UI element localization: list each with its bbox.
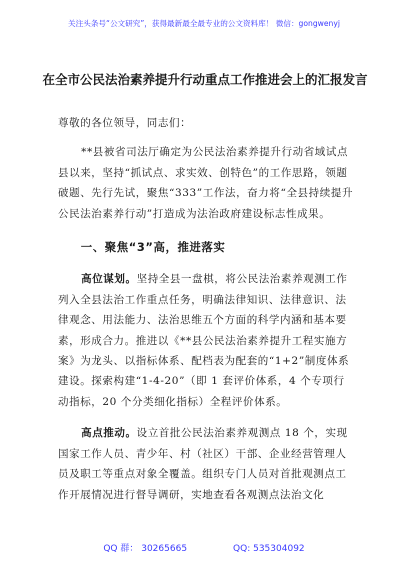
salutation: 尊敬的各位领导，同志们： (58, 117, 192, 129)
intro-paragraph: **县被省司法厅确定为公民法治素养提升行动省域试点县以来，坚持“抓试点、求实效、创特色”的工作思路，领题破题、先行先试，聚焦“333”工作法，奋力将“全县持续提升公民法治素养行动”打造成为法治政府建设标志性成果。 (58, 146, 354, 220)
paragraph-high-planning (58, 269, 354, 412)
header-note: 关注头条号“公文研究”，获得最新最全最专业的公文资料库！ 微信：gongwenyj (68, 19, 340, 28)
paragraph-lead: 高点推动。 (81, 427, 137, 440)
section-heading: 一、聚焦“3”高，推进落实 (80, 240, 226, 255)
paragraph-lead: 高位谋划。 (81, 273, 137, 286)
footer-contact (0, 541, 408, 554)
footer-qq-group: QQ 群： 30265665 (103, 544, 188, 554)
footer-qq: QQ: 535304092 (233, 544, 305, 554)
paragraph-text: 坚持全县一盘棋，将公民法治素养观测工作列入全县法治工作重点任务，明确法律知识、法律意识、法律观念、用法能力、法治思维五个方面的科学内涵和基本要素，形成合力。推进以《**县公民法治素养提升工程实施方案》为龙头、以指标体系、配档表为配套的“1+2”制度体系建设。探索构建“1-4-20”（即 1 套评价体系，4 个专项行动指标，20 个分类细化指标）全程评价体系。 (58, 273, 350, 408)
document-title: 在全市公民法治素养提升行动重点工作推进会上的汇报发言 (42, 72, 368, 87)
paragraph-high-promotion (58, 423, 354, 505)
paragraph-text: 设立首批公民法治素养观测点 18 个，实现国家工作人员、青少年、村（社区）干部、企业经营管理人员及职工等重点对象全覆盖。组织专门人员对首批观测点工作开展情况进行督导调研，实地查看各观测点法治文化 (58, 427, 348, 501)
document-body (58, 113, 354, 505)
